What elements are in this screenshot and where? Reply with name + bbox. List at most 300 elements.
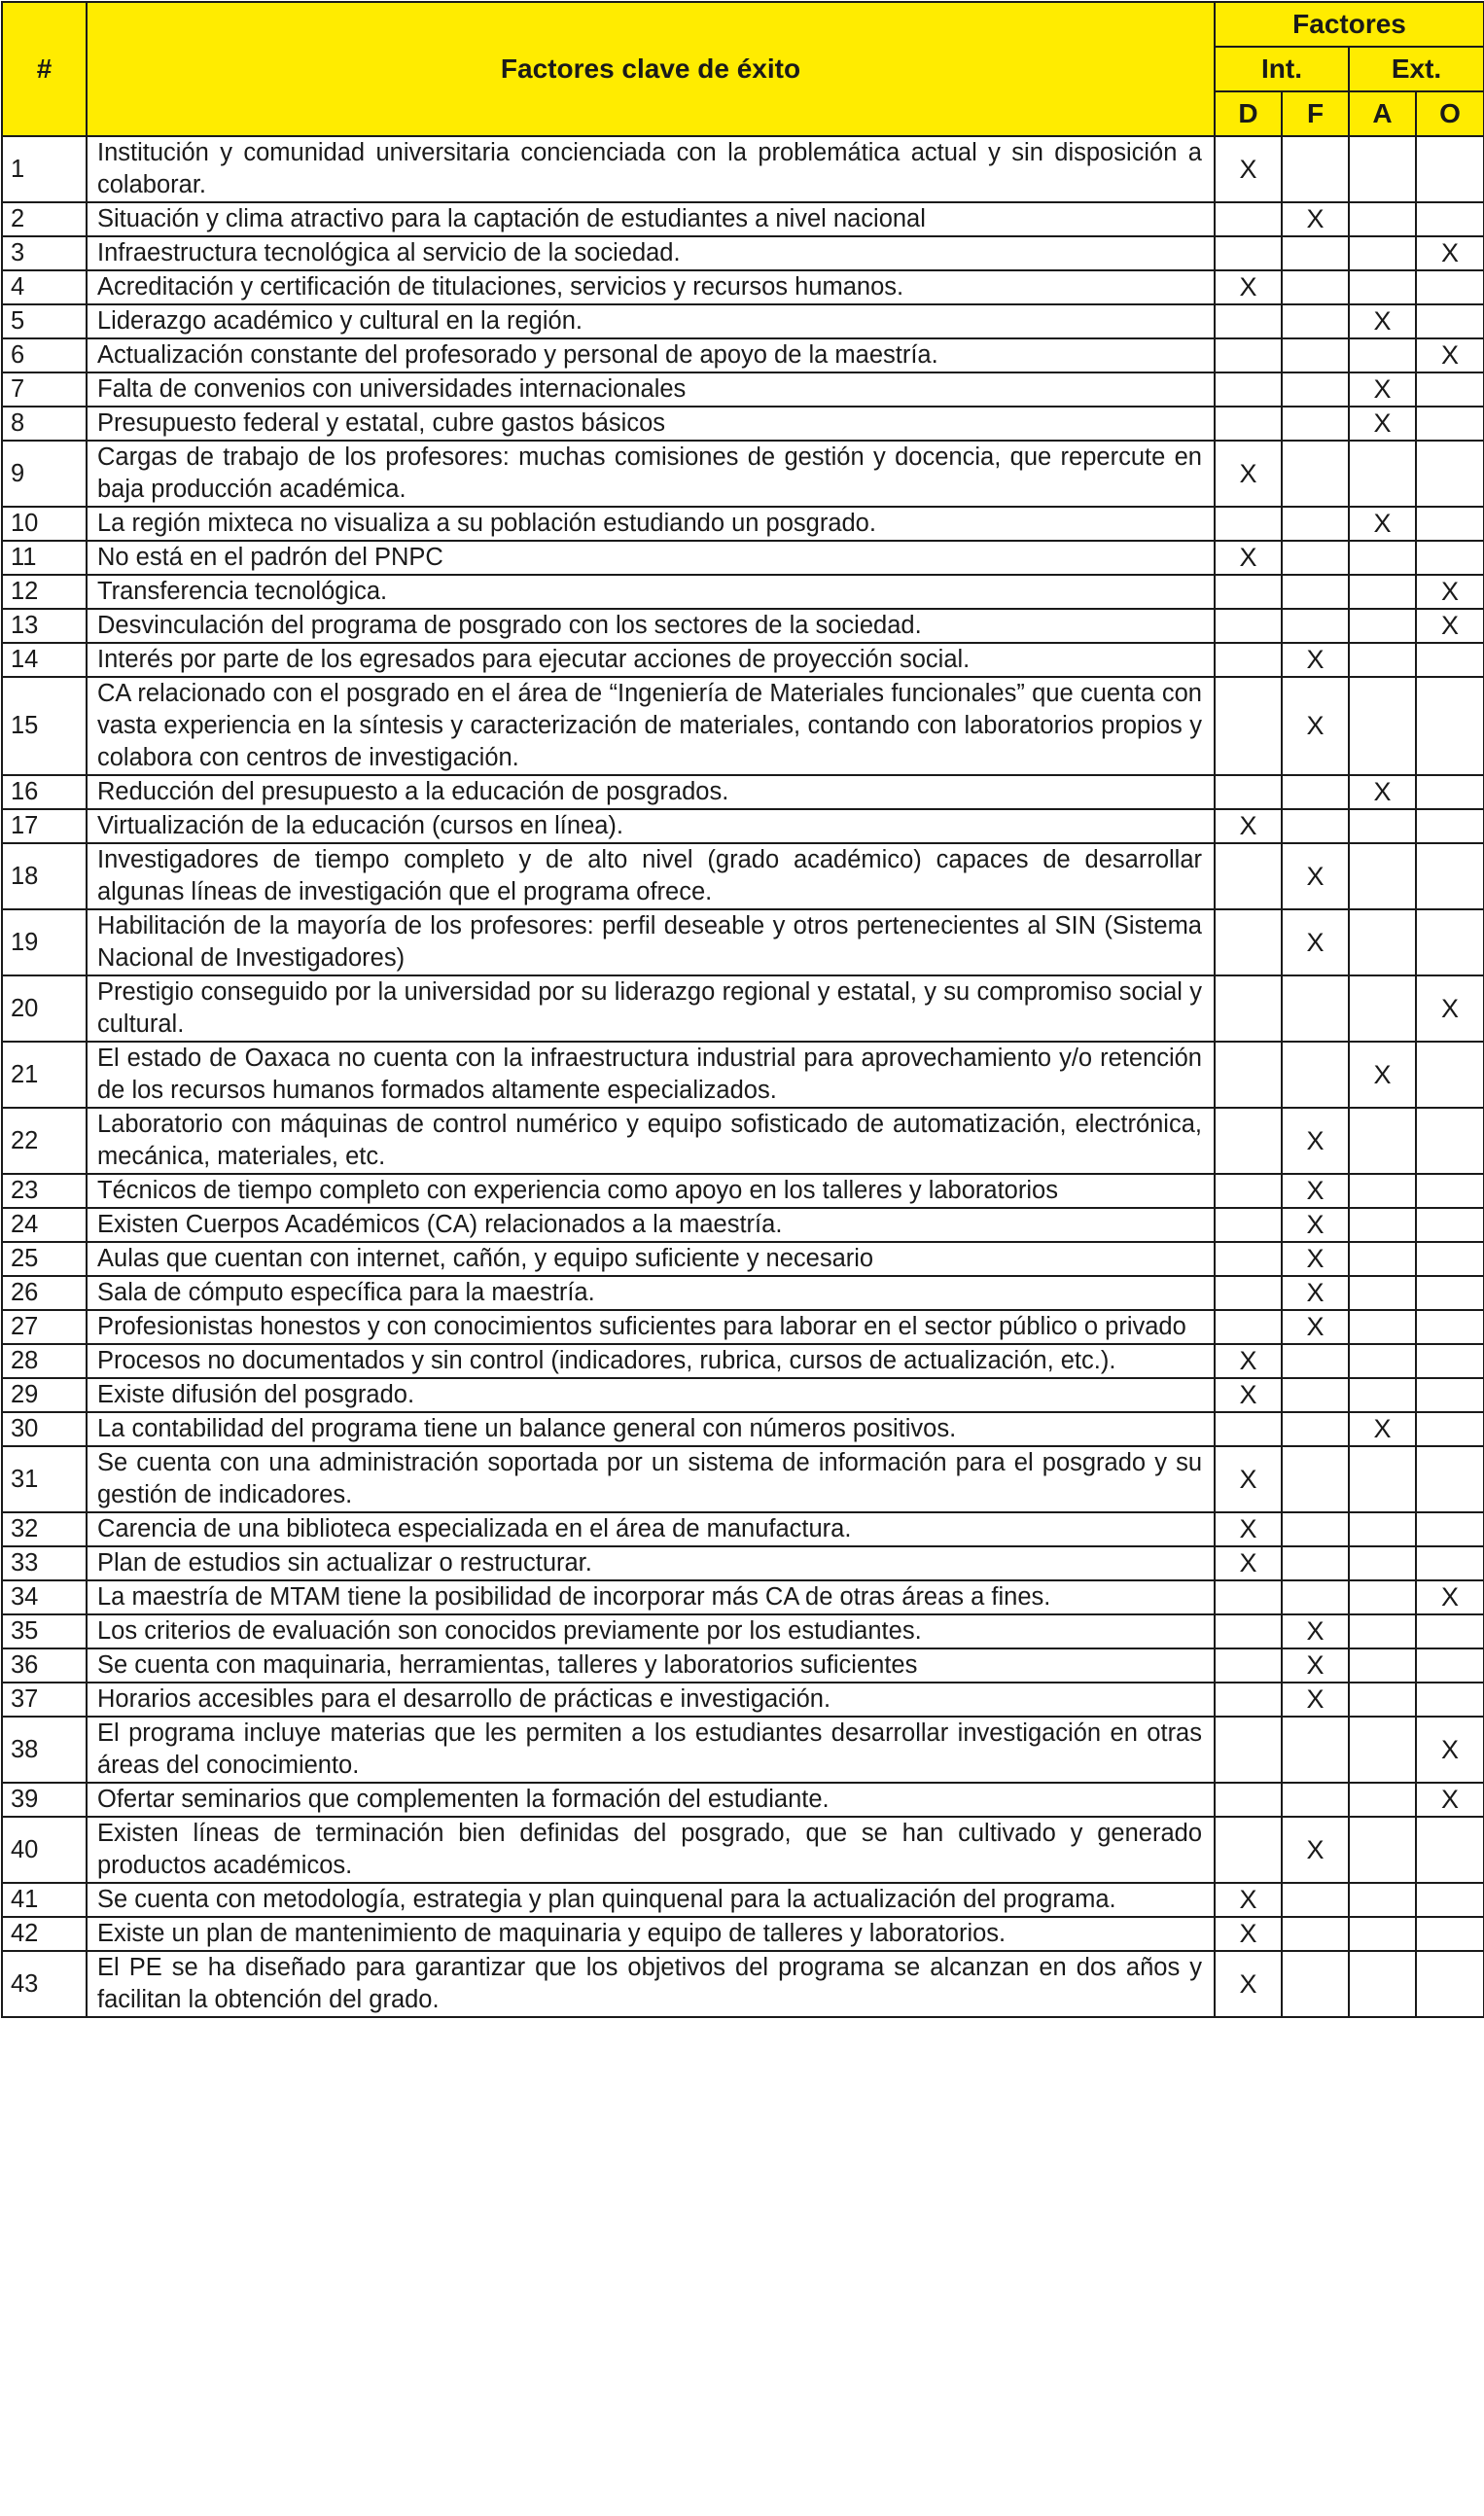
table-row <box>2 1412 1484 1446</box>
mark-cell-a <box>1349 1276 1416 1310</box>
mark-cell-o <box>1416 1683 1484 1717</box>
mark-cell-a <box>1349 1242 1416 1276</box>
mark-cell-a <box>1349 338 1416 372</box>
mark-cell-d: X <box>1215 809 1282 843</box>
mark-cell-o: X <box>1416 1717 1484 1783</box>
row-number: 23 <box>2 1174 87 1208</box>
row-number: 19 <box>2 909 87 975</box>
factor-text: Transferencia tecnológica. <box>87 575 1215 609</box>
mark-cell-d <box>1215 1042 1282 1108</box>
table-row <box>2 441 1484 507</box>
mark-cell-d: X <box>1215 541 1282 575</box>
mark-cell-a <box>1349 136 1416 202</box>
mark-cell-a <box>1349 1683 1416 1717</box>
mark-cell-o <box>1416 1174 1484 1208</box>
factor-text: Existe difusión del posgrado. <box>87 1378 1215 1412</box>
mark-cell-a <box>1349 236 1416 270</box>
factor-text: Existen Cuerpos Académicos (CA) relacionados a la maestría. <box>87 1208 1215 1242</box>
mark-cell-f <box>1282 236 1349 270</box>
mark-cell-d: X <box>1215 1512 1282 1546</box>
factor-text: Existen líneas de terminación bien definidas del posgrado, que se han cultivado y generado productos académicos. <box>87 1817 1215 1883</box>
mark-cell-d: X <box>1215 1951 1282 2017</box>
row-number: 26 <box>2 1276 87 1310</box>
mark-cell-a <box>1349 909 1416 975</box>
mark-cell-f: X <box>1282 643 1349 677</box>
row-number: 30 <box>2 1412 87 1446</box>
factor-text: El programa incluye materias que les permiten a los estudiantes desarrollar investigación en otras áreas del conocimiento. <box>87 1717 1215 1783</box>
table-row <box>2 236 1484 270</box>
header-factores: Factores <box>1215 2 1484 47</box>
mark-cell-f <box>1282 1883 1349 1917</box>
row-number: 39 <box>2 1783 87 1817</box>
mark-cell-o <box>1416 1412 1484 1446</box>
mark-cell-a <box>1349 1883 1416 1917</box>
row-number: 28 <box>2 1344 87 1378</box>
table-row <box>2 1783 1484 1817</box>
row-number: 12 <box>2 575 87 609</box>
mark-cell-a <box>1349 1817 1416 1883</box>
table-row <box>2 1648 1484 1683</box>
table-row <box>2 575 1484 609</box>
row-number: 3 <box>2 236 87 270</box>
row-number: 21 <box>2 1042 87 1108</box>
mark-cell-a: X <box>1349 507 1416 541</box>
mark-cell-f: X <box>1282 1242 1349 1276</box>
factor-text: Investigadores de tiempo completo y de alto nivel (grado académico) capaces de desarrollar algunas líneas de investigación que el programa ofrece. <box>87 843 1215 909</box>
mark-cell-d <box>1215 1310 1282 1344</box>
mark-cell-d <box>1215 1412 1282 1446</box>
mark-cell-d <box>1215 843 1282 909</box>
table-row <box>2 407 1484 441</box>
mark-cell-d: X <box>1215 270 1282 304</box>
mark-cell-f <box>1282 1042 1349 1108</box>
row-number: 1 <box>2 136 87 202</box>
mark-cell-f <box>1282 541 1349 575</box>
mark-cell-f <box>1282 1580 1349 1614</box>
mark-cell-o <box>1416 775 1484 809</box>
mark-cell-a <box>1349 1717 1416 1783</box>
mark-cell-a <box>1349 575 1416 609</box>
mark-cell-o: X <box>1416 1580 1484 1614</box>
mark-cell-d <box>1215 1242 1282 1276</box>
header-factor: Factores clave de éxito <box>87 2 1215 136</box>
mark-cell-f: X <box>1282 1683 1349 1717</box>
mark-cell-a <box>1349 1614 1416 1648</box>
mark-cell-o <box>1416 372 1484 407</box>
factor-text: Profesionistas honestos y con conocimientos suficientes para laborar en el sector público o privado <box>87 1310 1215 1344</box>
mark-cell-f <box>1282 441 1349 507</box>
factor-text: Laboratorio con máquinas de control numérico y equipo sofisticado de automatización, electrónica, mecánica, materiales, etc. <box>87 1108 1215 1174</box>
mark-cell-f: X <box>1282 202 1349 236</box>
row-number: 15 <box>2 677 87 775</box>
mark-cell-a <box>1349 1512 1416 1546</box>
row-number: 24 <box>2 1208 87 1242</box>
factor-text: Actualización constante del profesorado y personal de apoyo de la maestría. <box>87 338 1215 372</box>
mark-cell-f <box>1282 1783 1349 1817</box>
factor-text: Carencia de una biblioteca especializada en el área de manufactura. <box>87 1512 1215 1546</box>
mark-cell-d <box>1215 1580 1282 1614</box>
factor-text: Aulas que cuentan con internet, cañón, y equipo suficiente y necesario <box>87 1242 1215 1276</box>
table-row <box>2 1042 1484 1108</box>
factor-text: Presupuesto federal y estatal, cubre gastos básicos <box>87 407 1215 441</box>
table-row <box>2 1683 1484 1717</box>
row-number: 14 <box>2 643 87 677</box>
mark-cell-o <box>1416 1108 1484 1174</box>
header-internal: Int. <box>1215 47 1349 91</box>
table-row <box>2 1614 1484 1648</box>
mark-cell-d <box>1215 609 1282 643</box>
factor-text: Sala de cómputo específica para la maestría. <box>87 1276 1215 1310</box>
row-number: 13 <box>2 609 87 643</box>
mark-cell-o <box>1416 1378 1484 1412</box>
mark-cell-f: X <box>1282 1614 1349 1648</box>
row-number: 29 <box>2 1378 87 1412</box>
mark-cell-o: X <box>1416 236 1484 270</box>
row-number: 35 <box>2 1614 87 1648</box>
mark-cell-f: X <box>1282 843 1349 909</box>
factor-text: Infraestructura tecnológica al servicio de la sociedad. <box>87 236 1215 270</box>
mark-cell-f <box>1282 575 1349 609</box>
mark-cell-f: X <box>1282 1648 1349 1683</box>
mark-cell-d <box>1215 1174 1282 1208</box>
row-number: 40 <box>2 1817 87 1883</box>
mark-cell-d <box>1215 304 1282 338</box>
mark-cell-a: X <box>1349 304 1416 338</box>
mark-cell-a <box>1349 1951 1416 2017</box>
factor-text: La contabilidad del programa tiene un balance general con números positivos. <box>87 1412 1215 1446</box>
factor-text: Existe un plan de mantenimiento de maquinaria y equipo de talleres y laboratorios. <box>87 1917 1215 1951</box>
mark-cell-f <box>1282 372 1349 407</box>
row-number: 10 <box>2 507 87 541</box>
mark-cell-a: X <box>1349 775 1416 809</box>
mark-cell-d <box>1215 202 1282 236</box>
mark-cell-d <box>1215 407 1282 441</box>
table-row <box>2 809 1484 843</box>
mark-cell-f <box>1282 609 1349 643</box>
row-number: 22 <box>2 1108 87 1174</box>
factor-text: Acreditación y certificación de titulaciones, servicios y recursos humanos. <box>87 270 1215 304</box>
table-row <box>2 1446 1484 1512</box>
mark-cell-f <box>1282 304 1349 338</box>
mark-cell-o <box>1416 407 1484 441</box>
mark-cell-a <box>1349 541 1416 575</box>
header-col-f: F <box>1282 91 1349 136</box>
mark-cell-f <box>1282 1344 1349 1378</box>
row-number: 11 <box>2 541 87 575</box>
mark-cell-o <box>1416 304 1484 338</box>
row-number: 6 <box>2 338 87 372</box>
mark-cell-f <box>1282 775 1349 809</box>
mark-cell-o <box>1416 441 1484 507</box>
table-row <box>2 1817 1484 1883</box>
table-row <box>2 1546 1484 1580</box>
mark-cell-o <box>1416 677 1484 775</box>
mark-cell-d: X <box>1215 1883 1282 1917</box>
row-number: 31 <box>2 1446 87 1512</box>
factor-text: Se cuenta con maquinaria, herramientas, talleres y laboratorios suficientes <box>87 1648 1215 1683</box>
mark-cell-a: X <box>1349 1042 1416 1108</box>
factor-text: La región mixteca no visualiza a su población estudiando un posgrado. <box>87 507 1215 541</box>
mark-cell-o <box>1416 1310 1484 1344</box>
mark-cell-f <box>1282 1951 1349 2017</box>
row-number: 8 <box>2 407 87 441</box>
mark-cell-o <box>1416 541 1484 575</box>
mark-cell-a <box>1349 609 1416 643</box>
mark-cell-a <box>1349 1917 1416 1951</box>
table-row <box>2 843 1484 909</box>
row-number: 4 <box>2 270 87 304</box>
factor-text: El estado de Oaxaca no cuenta con la infraestructura industrial para aprovechamiento y/o retención de los recursos humanos formados altamente especializados. <box>87 1042 1215 1108</box>
header-col-a: A <box>1349 91 1416 136</box>
mark-cell-a <box>1349 1310 1416 1344</box>
factor-text: Institución y comunidad universitaria concienciada con la problemática actual y sin disposición a colaborar. <box>87 136 1215 202</box>
table-row <box>2 975 1484 1042</box>
table-row <box>2 1310 1484 1344</box>
mark-cell-f <box>1282 1412 1349 1446</box>
mark-cell-f <box>1282 975 1349 1042</box>
mark-cell-o <box>1416 809 1484 843</box>
mark-cell-a: X <box>1349 407 1416 441</box>
mark-cell-o <box>1416 1546 1484 1580</box>
mark-cell-d: X <box>1215 441 1282 507</box>
mark-cell-o <box>1416 1512 1484 1546</box>
header-external: Ext. <box>1349 47 1484 91</box>
mark-cell-o <box>1416 1276 1484 1310</box>
mark-cell-a <box>1349 270 1416 304</box>
mark-cell-o <box>1416 202 1484 236</box>
mark-cell-a <box>1349 1648 1416 1683</box>
row-number: 7 <box>2 372 87 407</box>
table-row <box>2 270 1484 304</box>
mark-cell-a <box>1349 202 1416 236</box>
mark-cell-d <box>1215 236 1282 270</box>
mark-cell-o: X <box>1416 975 1484 1042</box>
table-row <box>2 775 1484 809</box>
mark-cell-a <box>1349 1446 1416 1512</box>
mark-cell-f <box>1282 507 1349 541</box>
mark-cell-f: X <box>1282 1174 1349 1208</box>
factor-text: Habilitación de la mayoría de los profesores: perfil deseable y otros pertenecientes al SIN (Sistema Nacional de Investigadores) <box>87 909 1215 975</box>
swot-table <box>1 1 1484 2018</box>
mark-cell-f <box>1282 136 1349 202</box>
row-number: 20 <box>2 975 87 1042</box>
mark-cell-o: X <box>1416 1783 1484 1817</box>
row-number: 42 <box>2 1917 87 1951</box>
factor-text: Plan de estudios sin actualizar o restructurar. <box>87 1546 1215 1580</box>
factor-text: Horarios accesibles para el desarrollo de prácticas e investigación. <box>87 1683 1215 1717</box>
mark-cell-d <box>1215 643 1282 677</box>
table-row <box>2 338 1484 372</box>
mark-cell-a <box>1349 643 1416 677</box>
table-row <box>2 1512 1484 1546</box>
factor-text: Liderazgo académico y cultural en la región. <box>87 304 1215 338</box>
table-row <box>2 202 1484 236</box>
mark-cell-f <box>1282 407 1349 441</box>
header-col-d: D <box>1215 91 1282 136</box>
factor-text: El PE se ha diseñado para garantizar que los objetivos del programa se alcanzan en dos años y facilitan la obtención del grado. <box>87 1951 1215 2017</box>
table-row <box>2 372 1484 407</box>
mark-cell-a <box>1349 1208 1416 1242</box>
table-row <box>2 1174 1484 1208</box>
mark-cell-d <box>1215 1717 1282 1783</box>
table-row <box>2 507 1484 541</box>
mark-cell-a <box>1349 843 1416 909</box>
mark-cell-o <box>1416 507 1484 541</box>
mark-cell-d <box>1215 1108 1282 1174</box>
mark-cell-o <box>1416 1208 1484 1242</box>
row-number: 38 <box>2 1717 87 1783</box>
mark-cell-a <box>1349 975 1416 1042</box>
mark-cell-a <box>1349 1580 1416 1614</box>
factor-text: Ofertar seminarios que complementen la formación del estudiante. <box>87 1783 1215 1817</box>
table-row <box>2 541 1484 575</box>
mark-cell-d <box>1215 975 1282 1042</box>
mark-cell-o <box>1416 1917 1484 1951</box>
mark-cell-o <box>1416 136 1484 202</box>
table-row <box>2 909 1484 975</box>
mark-cell-d: X <box>1215 1344 1282 1378</box>
row-number: 17 <box>2 809 87 843</box>
mark-cell-d: X <box>1215 1546 1282 1580</box>
mark-cell-f: X <box>1282 909 1349 975</box>
factor-text: Cargas de trabajo de los profesores: muchas comisiones de gestión y docencia, que repercute en baja producción académica. <box>87 441 1215 507</box>
row-number: 37 <box>2 1683 87 1717</box>
mark-cell-f <box>1282 1512 1349 1546</box>
mark-cell-d <box>1215 1817 1282 1883</box>
mark-cell-f <box>1282 1446 1349 1512</box>
table-row <box>2 609 1484 643</box>
factor-text: Desvinculación del programa de posgrado con los sectores de la sociedad. <box>87 609 1215 643</box>
mark-cell-o <box>1416 270 1484 304</box>
mark-cell-o <box>1416 1614 1484 1648</box>
row-number: 34 <box>2 1580 87 1614</box>
mark-cell-a <box>1349 1378 1416 1412</box>
mark-cell-a <box>1349 1108 1416 1174</box>
table-row <box>2 643 1484 677</box>
row-number: 43 <box>2 1951 87 2017</box>
mark-cell-d: X <box>1215 136 1282 202</box>
mark-cell-f <box>1282 270 1349 304</box>
mark-cell-f: X <box>1282 1310 1349 1344</box>
table-body <box>2 136 1484 2017</box>
mark-cell-a <box>1349 1546 1416 1580</box>
factor-text: Los criterios de evaluación son conocidos previamente por los estudiantes. <box>87 1614 1215 1648</box>
swot-table-container <box>1 1 1483 2018</box>
factor-text: No está en el padrón del PNPC <box>87 541 1215 575</box>
mark-cell-f <box>1282 1378 1349 1412</box>
mark-cell-d <box>1215 1208 1282 1242</box>
table-row <box>2 1883 1484 1917</box>
table-header <box>2 2 1484 136</box>
mark-cell-f: X <box>1282 677 1349 775</box>
row-number: 36 <box>2 1648 87 1683</box>
mark-cell-o: X <box>1416 338 1484 372</box>
factor-text: Interés por parte de los egresados para ejecutar acciones de proyección social. <box>87 643 1215 677</box>
factor-text: Se cuenta con una administración soportada por un sistema de información para el posgrado y su gestión de indicadores. <box>87 1446 1215 1512</box>
factor-text: Se cuenta con metodología, estrategia y plan quinquenal para la actualización del programa. <box>87 1883 1215 1917</box>
mark-cell-o <box>1416 1242 1484 1276</box>
mark-cell-d <box>1215 1683 1282 1717</box>
mark-cell-f: X <box>1282 1276 1349 1310</box>
table-row <box>2 1242 1484 1276</box>
mark-cell-d <box>1215 338 1282 372</box>
mark-cell-a <box>1349 677 1416 775</box>
table-row <box>2 1717 1484 1783</box>
mark-cell-a <box>1349 1783 1416 1817</box>
row-number: 41 <box>2 1883 87 1917</box>
mark-cell-f: X <box>1282 1208 1349 1242</box>
mark-cell-d <box>1215 1783 1282 1817</box>
mark-cell-o <box>1416 1817 1484 1883</box>
mark-cell-o <box>1416 1344 1484 1378</box>
mark-cell-o <box>1416 1648 1484 1683</box>
table-row <box>2 136 1484 202</box>
factor-text: Técnicos de tiempo completo con experiencia como apoyo en los talleres y laboratorios <box>87 1174 1215 1208</box>
mark-cell-o <box>1416 843 1484 909</box>
header-number: # <box>2 2 87 136</box>
mark-cell-f <box>1282 1717 1349 1783</box>
table-row <box>2 1208 1484 1242</box>
factor-text: Reducción del presupuesto a la educación de posgrados. <box>87 775 1215 809</box>
mark-cell-d <box>1215 1276 1282 1310</box>
factor-text: Situación y clima atractivo para la captación de estudiantes a nivel nacional <box>87 202 1215 236</box>
row-number: 5 <box>2 304 87 338</box>
mark-cell-o: X <box>1416 575 1484 609</box>
header-col-o: O <box>1416 91 1484 136</box>
mark-cell-f <box>1282 1546 1349 1580</box>
table-row <box>2 1344 1484 1378</box>
mark-cell-a <box>1349 1344 1416 1378</box>
mark-cell-a: X <box>1349 1412 1416 1446</box>
mark-cell-f: X <box>1282 1108 1349 1174</box>
mark-cell-a <box>1349 441 1416 507</box>
mark-cell-o <box>1416 1883 1484 1917</box>
factor-text: La maestría de MTAM tiene la posibilidad de incorporar más CA de otras áreas a fines. <box>87 1580 1215 1614</box>
mark-cell-d <box>1215 372 1282 407</box>
mark-cell-o <box>1416 643 1484 677</box>
mark-cell-a <box>1349 809 1416 843</box>
mark-cell-d <box>1215 507 1282 541</box>
mark-cell-o <box>1416 1951 1484 2017</box>
table-row <box>2 1580 1484 1614</box>
mark-cell-d <box>1215 775 1282 809</box>
mark-cell-d <box>1215 575 1282 609</box>
mark-cell-o <box>1416 909 1484 975</box>
row-number: 32 <box>2 1512 87 1546</box>
mark-cell-a: X <box>1349 372 1416 407</box>
mark-cell-d: X <box>1215 1446 1282 1512</box>
row-number: 33 <box>2 1546 87 1580</box>
mark-cell-d: X <box>1215 1917 1282 1951</box>
factor-text: CA relacionado con el posgrado en el área de “Ingeniería de Materiales funcionales” que cuenta con vasta experiencia en la síntesis y caracterización de materiales, contando con laboratorios propios y colabora con centros de investigación. <box>87 677 1215 775</box>
mark-cell-d <box>1215 909 1282 975</box>
table-row <box>2 1917 1484 1951</box>
factor-text: Procesos no documentados y sin control (indicadores, rubrica, cursos de actualización, etc.). <box>87 1344 1215 1378</box>
factor-text: Virtualización de la educación (cursos en línea). <box>87 809 1215 843</box>
row-number: 9 <box>2 441 87 507</box>
table-row <box>2 1951 1484 2017</box>
mark-cell-f <box>1282 1917 1349 1951</box>
mark-cell-a <box>1349 1174 1416 1208</box>
mark-cell-o <box>1416 1446 1484 1512</box>
factor-text: Falta de convenios con universidades internacionales <box>87 372 1215 407</box>
mark-cell-d: X <box>1215 1378 1282 1412</box>
row-number: 18 <box>2 843 87 909</box>
mark-cell-f <box>1282 809 1349 843</box>
table-row <box>2 1276 1484 1310</box>
row-number: 25 <box>2 1242 87 1276</box>
row-number: 27 <box>2 1310 87 1344</box>
